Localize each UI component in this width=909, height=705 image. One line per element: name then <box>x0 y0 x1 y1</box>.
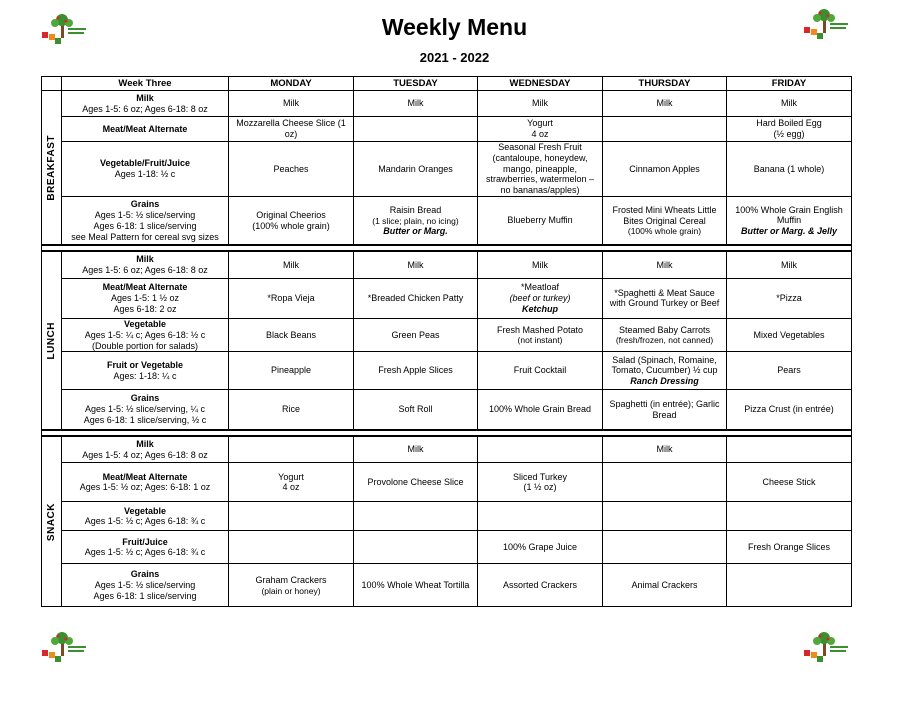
section-breakfast: BREAKFAST <box>42 91 62 246</box>
row-label: Milk Ages 1-5: 6 oz; Ages 6-18: 8 oz <box>62 251 229 278</box>
col-tuesday: TUESDAY <box>354 77 478 91</box>
lunch-veg-row <box>42 318 852 351</box>
lunch-meat-row <box>42 278 852 318</box>
menu-cell <box>354 531 478 564</box>
menu-cell <box>354 117 478 142</box>
row-label: Grains Ages 1-5: ½ slice/serving Ages 6-18: 1 slice/serving <box>62 564 229 607</box>
menu-cell: 100% Whole Grain Bread <box>478 390 603 430</box>
row-label: Fruit or Vegetable Ages: 1-18: ¼ c <box>62 352 229 390</box>
menu-cell <box>354 502 478 531</box>
section-lunch: LUNCH <box>42 251 62 429</box>
menu-cell: Sliced Turkey (1 ½ oz) <box>478 463 603 502</box>
breakfast-veg-row <box>42 142 852 197</box>
menu-cell: 100% Whole Grain English Muffin Butter or Marg. & Jelly <box>727 196 852 245</box>
menu-cell: Yogurt 4 oz <box>478 117 603 142</box>
menu-cell: Provolone Cheese Slice <box>354 463 478 502</box>
menu-cell: Cheese Stick <box>727 463 852 502</box>
menu-cell: Mixed Vegetables <box>727 318 852 351</box>
menu-cell: *Breaded Chicken Patty <box>354 278 478 318</box>
header-row <box>42 77 852 91</box>
row-label: Vegetable Ages 1-5: ¼ c; Ages 6-18: ½ c (Double portion for salads) <box>62 318 229 351</box>
menu-cell: Rice <box>229 390 354 430</box>
menu-cell: Milk <box>354 91 478 117</box>
menu-cell: Frosted Mini Wheats Little Bites Original Cereal (100% whole grain) <box>603 196 727 245</box>
menu-cell: Fruit Cocktail <box>478 352 603 390</box>
menu-cell <box>727 564 852 607</box>
menu-cell: Milk <box>478 251 603 278</box>
page-title: Weekly Menu <box>381 14 528 40</box>
menu-cell: Milk <box>229 251 354 278</box>
snack-grains-row <box>42 564 852 607</box>
menu-cell: Peaches <box>229 142 354 197</box>
tree-logo-icon <box>802 630 852 664</box>
row-label: Vegetable Ages 1-5: ½ c; Ages 6-18: ¾ c <box>62 502 229 531</box>
school-logo-bottom-right <box>802 630 852 664</box>
snack-veg-row <box>42 502 852 531</box>
menu-cell: Green Peas <box>354 318 478 351</box>
lunch-grains-row <box>42 390 852 430</box>
menu-cell: Milk <box>478 91 603 117</box>
menu-cell: Fresh Orange Slices <box>727 531 852 564</box>
menu-cell <box>727 436 852 463</box>
col-monday: MONDAY <box>229 77 354 91</box>
menu-cell: Yogurt 4 oz <box>229 463 354 502</box>
row-label: Meat/Meat Alternate Ages 1-5: 1 ½ oz Ages 6-18: 2 oz <box>62 278 229 318</box>
menu-cell: Pears <box>727 352 852 390</box>
menu-cell: Milk <box>727 91 852 117</box>
tree-logo-icon <box>40 630 90 664</box>
col-wednesday: WEDNESDAY <box>478 77 603 91</box>
weekly-menu-table <box>41 76 852 607</box>
menu-cell: Hard Boiled Egg (½ egg) <box>727 117 852 142</box>
menu-cell: Milk <box>354 251 478 278</box>
menu-cell: Milk <box>603 436 727 463</box>
lunch-fruit-row <box>42 352 852 390</box>
snack-fruit-row <box>42 531 852 564</box>
menu-cell: *Ropa Vieja <box>229 278 354 318</box>
menu-cell <box>229 531 354 564</box>
menu-cell <box>603 531 727 564</box>
menu-cell: Salad (Spinach, Romaine, Tomato, Cucumber) ½ cup Ranch Dressing <box>603 352 727 390</box>
breakfast-milk-row <box>42 91 852 117</box>
menu-cell: Fresh Mashed Potato (not instant) <box>478 318 603 351</box>
menu-cell: Milk <box>603 251 727 278</box>
col-thursday: THURSDAY <box>603 77 727 91</box>
breakfast-meat-row <box>42 117 852 142</box>
menu-cell <box>478 436 603 463</box>
menu-cell <box>603 502 727 531</box>
school-logo-bottom-left <box>40 630 90 664</box>
snack-meat-row <box>42 463 852 502</box>
menu-cell <box>229 436 354 463</box>
breakfast-grains-row <box>42 196 852 245</box>
menu-cell: Blueberry Muffin <box>478 196 603 245</box>
menu-cell <box>229 502 354 531</box>
menu-cell: *Pizza <box>727 278 852 318</box>
menu-cell <box>603 117 727 142</box>
menu-cell: Milk <box>727 251 852 278</box>
row-label: Vegetable/Fruit/Juice Ages 1-18: ½ c <box>62 142 229 197</box>
row-label: Grains Ages 1-5: ½ slice/serving Ages 6-18: 1 slice/serving see Meal Pattern for cereal svg sizes <box>62 196 229 245</box>
menu-cell <box>727 502 852 531</box>
row-label: Fruit/Juice Ages 1-5: ½ c; Ages 6-18: ¾ c <box>62 531 229 564</box>
menu-cell: Mandarin Oranges <box>354 142 478 197</box>
menu-cell: Black Beans <box>229 318 354 351</box>
menu-cell: Animal Crackers <box>603 564 727 607</box>
menu-cell: Mozzarella Cheese Slice (1 oz) <box>229 117 354 142</box>
menu-cell: Assorted Crackers <box>478 564 603 607</box>
menu-cell: Milk <box>229 91 354 117</box>
menu-cell: Pizza Crust (in entrée) <box>727 390 852 430</box>
col-week: Week Three <box>62 77 229 91</box>
menu-cell: Fresh Apple Slices <box>354 352 478 390</box>
menu-cell <box>478 502 603 531</box>
row-label: Meat/Meat Alternate Ages 1-5: ½ oz; Ages: 6-18: 1 oz <box>62 463 229 502</box>
menu-cell: Graham Crackers (plain or honey) <box>229 564 354 607</box>
menu-cell: Steamed Baby Carrots (fresh/frozen, not canned) <box>603 318 727 351</box>
menu-cell: *Meatloaf (beef or turkey) Ketchup <box>478 278 603 318</box>
school-year: 2021 - 2022 <box>419 50 490 65</box>
menu-cell: Milk <box>603 91 727 117</box>
menu-cell: 100% Grape Juice <box>478 531 603 564</box>
col-friday: FRIDAY <box>727 77 852 91</box>
menu-cell: Milk <box>354 436 478 463</box>
row-label: Meat/Meat Alternate <box>62 117 229 142</box>
menu-cell: Spaghetti (in entrée); Garlic Bread <box>603 390 727 430</box>
row-label: Milk Ages 1-5: 4 oz; Ages 6-18: 8 oz <box>62 436 229 463</box>
menu-cell: Seasonal Fresh Fruit (cantaloupe, honeydew, mango, pineapple, strawberries, watermelon – no bananas/apples) <box>478 142 603 197</box>
menu-cell: 100% Whole Wheat Tortilla <box>354 564 478 607</box>
row-label: Milk Ages 1-5: 6 oz; Ages 6-18: 8 oz <box>62 91 229 117</box>
menu-cell: Cinnamon Apples <box>603 142 727 197</box>
menu-cell: *Spaghetti & Meat Sauce with Ground Turkey or Beef <box>603 278 727 318</box>
corner-cell <box>42 77 62 91</box>
menu-cell: Banana (1 whole) <box>727 142 852 197</box>
section-snack: SNACK <box>42 436 62 607</box>
menu-cell: Pineapple <box>229 352 354 390</box>
menu-cell: Soft Roll <box>354 390 478 430</box>
snack-milk-row <box>42 436 852 463</box>
menu-cell: Original Cheerios (100% whole grain) <box>229 196 354 245</box>
menu-cell <box>603 463 727 502</box>
menu-cell: Raisin Bread (1 slice; plain, no icing) Butter or Marg. <box>354 196 478 245</box>
row-label: Grains Ages 1-5: ½ slice/serving, ¼ c Ages 6-18: 1 slice/serving, ½ c <box>62 390 229 430</box>
lunch-milk-row <box>42 251 852 278</box>
